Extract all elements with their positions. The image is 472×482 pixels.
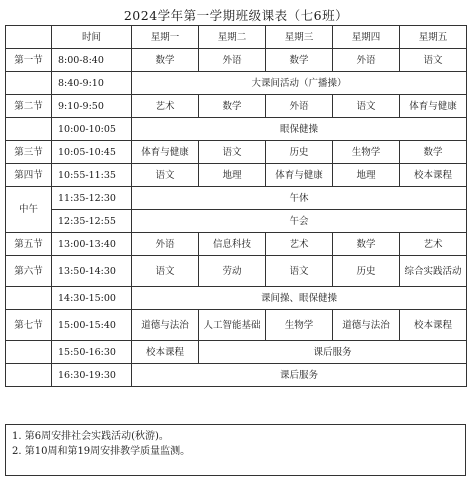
subject-cell: 道德与法治 [132, 310, 199, 341]
subject-cell: 校本课程 [132, 341, 199, 364]
note-line: 2. 第10周和第19周安排教学质量监测。 [12, 446, 191, 457]
subject-cell: 体育与健康 [132, 141, 199, 164]
subject-cell: 综合实践活动 [400, 256, 467, 287]
notes-box [5, 424, 466, 476]
table-header-row [6, 26, 467, 49]
activity-cell: 午休 [132, 187, 467, 210]
subject-cell: 数学 [132, 49, 199, 72]
subject-cell: 体育与健康 [400, 95, 467, 118]
header-cell: 星期一 [132, 26, 199, 49]
table-row [6, 233, 467, 256]
period-cell [6, 72, 52, 95]
period-cell [6, 341, 52, 364]
table-row [6, 256, 467, 287]
activity-cell: 课间操、眼保健操 [132, 287, 467, 310]
period-cell: 第二节 [6, 95, 52, 118]
table-row [6, 164, 467, 187]
time-cell: 8:00-8:40 [52, 49, 132, 72]
subject-cell: 数学 [333, 233, 400, 256]
subject-cell: 外语 [132, 233, 199, 256]
note-line: 1. 第6周安排社会实践活动(秋游)。 [12, 431, 169, 442]
subject-cell: 历史 [266, 141, 333, 164]
table-row [6, 341, 467, 364]
subject-cell: 信息科技 [199, 233, 266, 256]
subject-cell: 艺术 [400, 233, 467, 256]
subject-cell: 人工智能基础 [199, 310, 266, 341]
table-row [6, 72, 467, 95]
period-cell: 中午 [6, 187, 52, 233]
subject-cell: 数学 [199, 95, 266, 118]
period-cell: 第三节 [6, 141, 52, 164]
time-cell: 10:00-10:05 [52, 118, 132, 141]
period-cell: 第四节 [6, 164, 52, 187]
page-title: 2024学年第一学期班级课表（七6班） [123, 8, 349, 23]
subject-cell: 语文 [266, 256, 333, 287]
period-cell: 第六节 [6, 256, 52, 287]
period-cell [6, 287, 52, 310]
subject-cell: 数学 [266, 49, 333, 72]
time-cell: 15:50-16:30 [52, 341, 132, 364]
table-row [6, 287, 467, 310]
subject-cell: 校本课程 [400, 164, 467, 187]
subject-cell: 艺术 [132, 95, 199, 118]
table-row [6, 210, 467, 233]
subject-cell: 语文 [132, 164, 199, 187]
period-cell: 第五节 [6, 233, 52, 256]
table-row [6, 364, 467, 387]
subject-cell: 劳动 [199, 256, 266, 287]
subject-cell: 语文 [132, 256, 199, 287]
time-cell: 8:40-9:10 [52, 72, 132, 95]
subject-cell: 历史 [333, 256, 400, 287]
time-cell: 16:30-19:30 [52, 364, 132, 387]
subject-cell: 地理 [199, 164, 266, 187]
subject-cell: 语文 [400, 49, 467, 72]
header-cell: 星期四 [333, 26, 400, 49]
subject-cell: 道德与法治 [333, 310, 400, 341]
subject-cell: 生物学 [333, 141, 400, 164]
header-cell [6, 26, 52, 49]
activity-cell: 大课间活动（广播操） [132, 72, 467, 95]
subject-cell: 艺术 [266, 233, 333, 256]
activity-cell: 眼保健操 [132, 118, 467, 141]
header-cell: 星期三 [266, 26, 333, 49]
time-cell: 15:00-15:40 [52, 310, 132, 341]
time-cell: 10:05-10:45 [52, 141, 132, 164]
activity-cell: 课后服务 [199, 341, 467, 364]
time-cell: 11:35-12:30 [52, 187, 132, 210]
time-cell: 13:50-14:30 [52, 256, 132, 287]
subject-cell: 外语 [333, 49, 400, 72]
subject-cell: 语文 [199, 141, 266, 164]
period-cell [6, 364, 52, 387]
period-cell: 第七节 [6, 310, 52, 341]
subject-cell: 体育与健康 [266, 164, 333, 187]
period-cell [6, 118, 52, 141]
time-cell: 9:10-9:50 [52, 95, 132, 118]
time-cell: 13:00-13:40 [52, 233, 132, 256]
time-cell: 12:35-12:55 [52, 210, 132, 233]
header-cell: 星期五 [400, 26, 467, 49]
subject-cell: 地理 [333, 164, 400, 187]
activity-cell: 课后服务 [132, 364, 467, 387]
table-row [6, 187, 467, 210]
table-row [6, 95, 467, 118]
time-cell: 10:55-11:35 [52, 164, 132, 187]
subject-cell: 校本课程 [400, 310, 467, 341]
subject-cell: 外语 [199, 49, 266, 72]
table-row [6, 118, 467, 141]
subject-cell: 生物学 [266, 310, 333, 341]
time-cell: 14:30-15:00 [52, 287, 132, 310]
header-cell: 时间 [52, 26, 132, 49]
subject-cell: 语文 [333, 95, 400, 118]
table-row [6, 49, 467, 72]
table-row [6, 310, 467, 341]
activity-cell: 午会 [132, 210, 467, 233]
subject-cell: 数学 [400, 141, 467, 164]
subject-cell: 外语 [266, 95, 333, 118]
schedule-table [5, 25, 467, 387]
table-row [6, 141, 467, 164]
period-cell: 第一节 [6, 49, 52, 72]
header-cell: 星期二 [199, 26, 266, 49]
